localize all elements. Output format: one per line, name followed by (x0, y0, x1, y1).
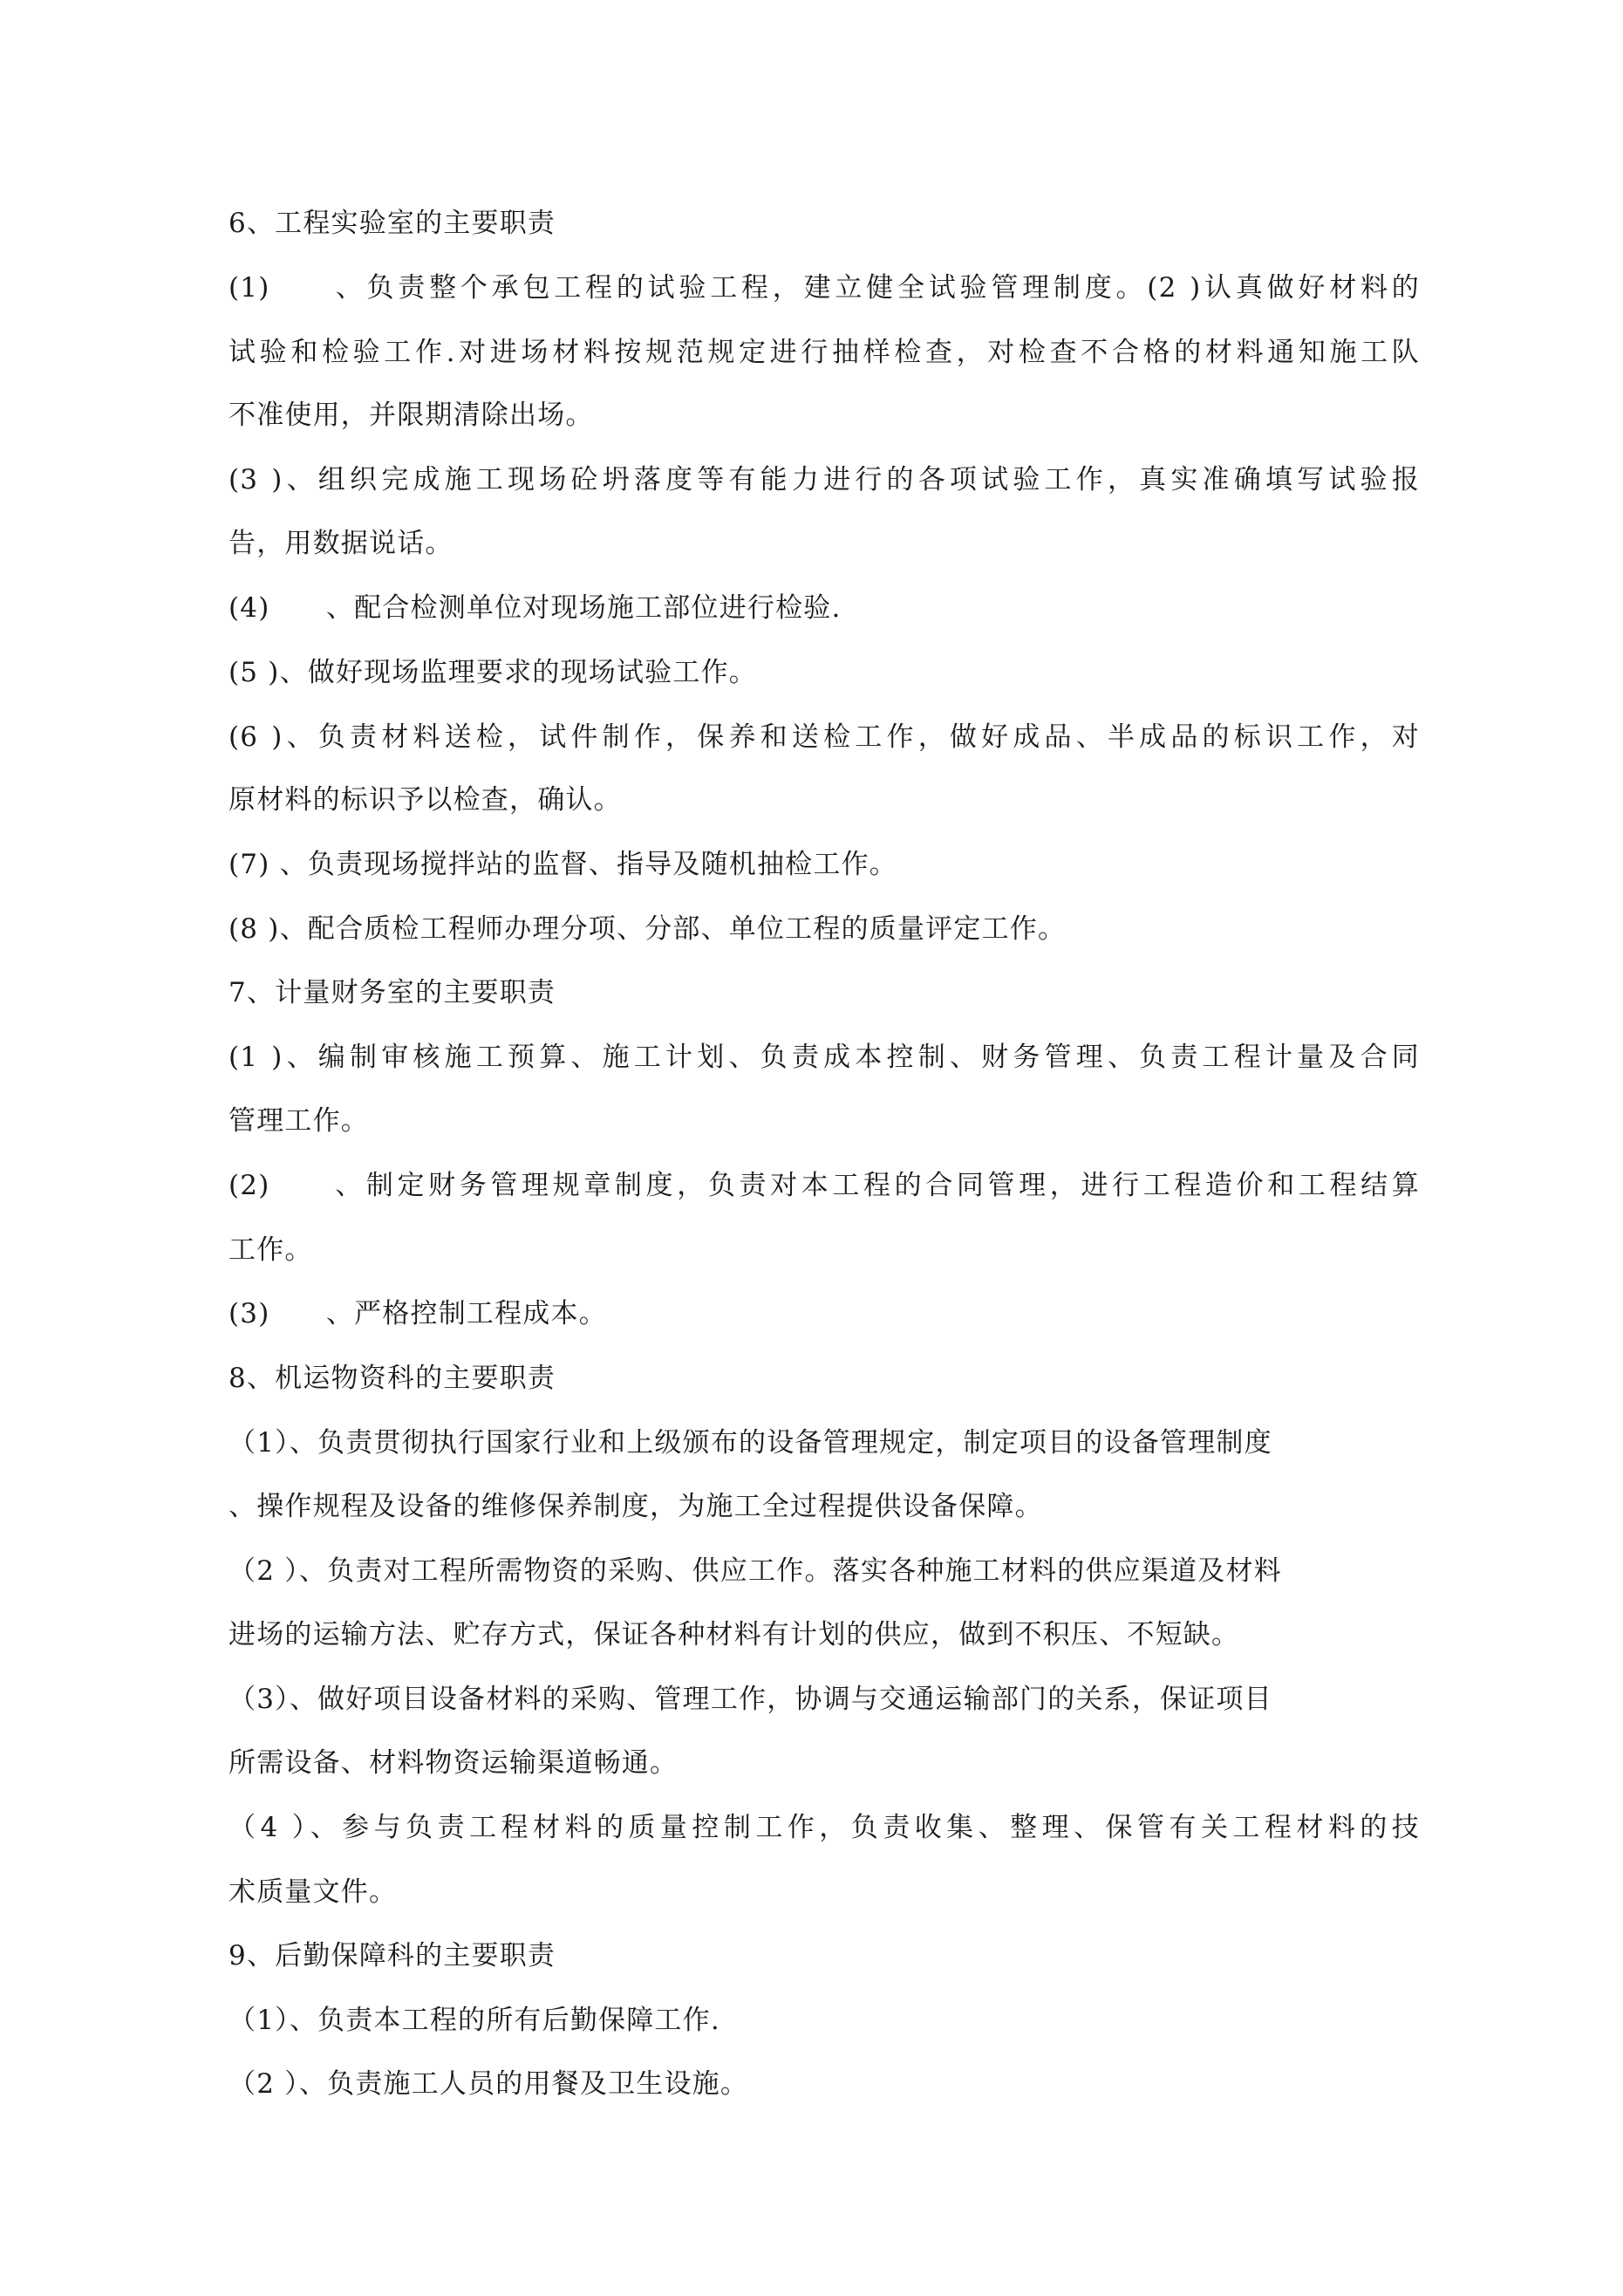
text-line: (5 )、做好现场监理要求的现场试验工作。 (228, 657, 757, 688)
text-line: (6 )、负责材料送检，试件制作，保养和送检工作，做好成品、半成品的标识工作，对 (228, 721, 1420, 753)
text-line: (8 )、配合质检工程师办理分项、分部、单位工程的质量评定工作。 (228, 913, 1067, 945)
section-heading-7: 7、计量财务室的主要职责 (228, 977, 556, 1008)
text-line: (4) 、配合检测单位对现场施工部位进行检验. (228, 592, 842, 624)
text-line: （1）、负责本工程的所有后勤保障工作. (228, 2005, 720, 2036)
text-line: 试验和检验工作.对进场材料按规范规定进行抽样检查，对检查不合格的材料通知施工队 (228, 337, 1420, 368)
text-line: （4 ）、参与负责工程材料的质量控制工作，负责收集、整理、保管有关工程材料的技 (228, 1812, 1420, 1843)
text-line: 所需设备、材料物资运输渠道畅通。 (228, 1747, 679, 1779)
text-line: (3 )、组织完成施工现场砼坍落度等有能力进行的各项试验工作，真实准确填写试验报 (228, 464, 1420, 495)
text-line: 不准使用，并限期清除出场。 (228, 400, 594, 431)
text-line: 告，用数据说话。 (228, 528, 453, 559)
text-line: （3）、做好项目设备材料的采购、管理工作，协调与交通运输部门的关系，保证项目 (228, 1684, 1272, 1715)
text-line: (3) 、严格控制工程成本。 (228, 1298, 607, 1329)
text-line: 、操作规程及设备的维修保养制度，为施工全过程提供设备保障。 (228, 1491, 1043, 1522)
text-line: (1 )、编制审核施工预算、施工计划、负责成本控制、财务管理、负责工程计量及合同 (228, 1042, 1420, 1073)
text-line: (7) 、负责现场搅拌站的监督、指导及随机抽检工作。 (228, 849, 897, 880)
text-line: （1）、负责贯彻执行国家行业和上级颁布的设备管理规定，制定项目的设备管理制度 (228, 1427, 1272, 1459)
text-line: （2 ）、负责施工人员的用餐及卫生设施。 (228, 2068, 749, 2100)
text-line: (2) 、制定财务管理规章制度，负责对本工程的合同管理，进行工程造价和工程结算 (228, 1170, 1420, 1201)
text-line: 管理工作。 (228, 1105, 369, 1137)
text-line: 术质量文件。 (228, 1876, 398, 1908)
section-heading-8: 8、机运物资科的主要职责 (228, 1363, 556, 1394)
text-line: (1) 、负责整个承包工程的试验工程，建立健全试验管理制度。(2 )认真做好材料的 (228, 272, 1420, 304)
text-line: （2 ）、负责对工程所需物资的采购、供应工作。落实各种施工材料的供应渠道及材料 (228, 1555, 1282, 1587)
text-line: 原材料的标识予以检查，确认。 (228, 784, 622, 816)
section-heading-9: 9、后勤保障科的主要职责 (228, 1940, 556, 1971)
text-line: 工作。 (228, 1234, 313, 1266)
section-heading-6: 6、工程实验室的主要职责 (228, 208, 556, 239)
text-line: 进场的运输方法、贮存方式，保证各种材料有计划的供应，做到不积压、不短缺。 (228, 1619, 1240, 1650)
